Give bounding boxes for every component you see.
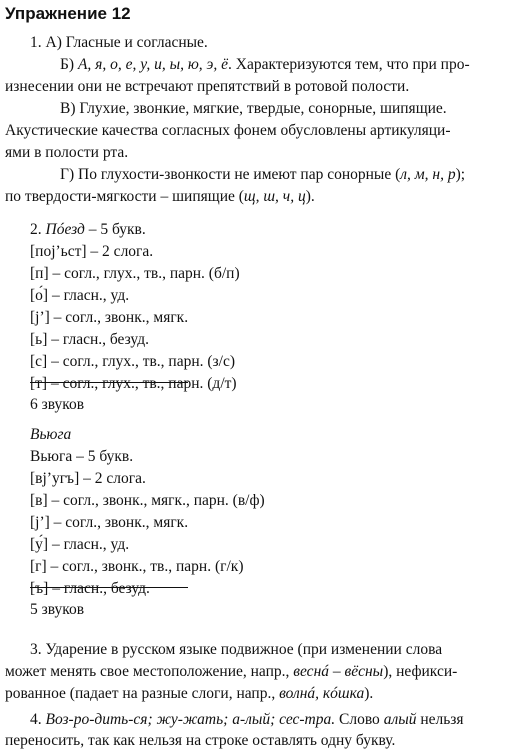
- hyphenation-examples: Воз-ро-дить-ся; жу-жать; а-лый; сес-тра.: [45, 711, 336, 728]
- poezd-sound-count: 6 звуков: [30, 396, 85, 413]
- answer-1v-line1: В) Глухие, звонкие, мягкие, твердые, сонорные, шипящие.: [60, 100, 447, 117]
- vyuga-sound-count: 5 звуков: [30, 601, 85, 618]
- poezd-sound-row: [о́] – гласн., уд.: [30, 287, 130, 304]
- answer-1v-line2: Акустические качества согласных фонем обусловлены артикуляци-: [5, 122, 451, 139]
- exercise-title: Упражнение 12: [5, 4, 131, 23]
- answer-4-line2: переносить, так как нельзя на строке оставлять одну букву.: [5, 732, 396, 749]
- vyuga-sound-row: [г] – согл., звонк., тв., парн. (г/к): [30, 558, 244, 575]
- poezd-sound-row: [с] – согл., глух., тв., парн. (з/с): [30, 353, 236, 370]
- sonorant-letters: л, м, н, р: [400, 166, 456, 183]
- poezd-transcription: [поj’ьст] – 2 слога.: [30, 243, 154, 260]
- answer-3-line3: рованное (падает на разные слоги, напр., волнá, кóшка).: [5, 685, 374, 702]
- stress-example: волнá, кóшка: [279, 685, 365, 702]
- answer-4-line1: 4. Воз-ро-дить-ся; жу-жать; а-лый; сес-тра. Слово алый нельзя: [30, 711, 464, 728]
- poezd-sound-row: [т] – согл., глух., тв., парн. (д/т): [30, 375, 237, 392]
- answer-1b-line2: изнесении они не встречают препятствий в ротовой полости.: [5, 78, 410, 95]
- sum-divider: [30, 587, 188, 588]
- vyuga-sound-row: [в] – согл., звонк., мягк., парн. (в/ф): [30, 492, 265, 509]
- answer-3-line1: 3. Ударение в русском языке подвижное (при изменении слова: [30, 641, 443, 658]
- vyuga-sound-row: [у́] – гласн., уд.: [30, 536, 130, 553]
- answer-1a: 1. А) Гласные и согласные.: [30, 34, 208, 51]
- vyuga-sound-row: [j’] – согл., звонк., мягк.: [30, 514, 189, 531]
- word-poezd-heading: 2. Пóезд – 5 букв.: [30, 221, 146, 238]
- vyuga-letter-count: Вьюга – 5 букв.: [30, 448, 134, 465]
- answer-1b-line1: Б) А, я, о, е, у, и, ы, ю, э, ё. Характеризуются тем, что при про-: [60, 56, 470, 73]
- answer-1g-line1: Г) По глухости-звонкости не имеют пар сонорные (л, м, н, р);: [60, 166, 466, 183]
- stress-example: веснá – вёсны: [293, 663, 384, 680]
- vyuga-sound-row: [ъ] – гласн., безуд.: [30, 580, 150, 597]
- word-vyuga-heading: Вьюга: [30, 426, 72, 443]
- sum-divider: [30, 382, 188, 383]
- answer-1v-line3: ями в полости рта.: [5, 144, 129, 161]
- answer-1g-line2: по твердости-мягкости – шипящие (щ, ш, ч, ц).: [5, 188, 315, 205]
- vowel-letters: А, я, о, е, у, и, ы, ю, э, ё: [77, 56, 228, 73]
- answer-3-line2: может менять свое местоположение, напр., веснá – вёсны), нефикси-: [5, 663, 458, 680]
- vyuga-transcription: [вj’угъ] – 2 слога.: [30, 470, 146, 487]
- sibilant-letters: щ, ш, ч, ц: [243, 188, 306, 205]
- poezd-sound-row: [j’] – согл., звонк., мягк.: [30, 309, 189, 326]
- poezd-sound-row: [ь] – гласн., безуд.: [30, 331, 149, 348]
- poezd-sound-row: [п] – согл., глух., тв., парн. (б/п): [30, 265, 240, 282]
